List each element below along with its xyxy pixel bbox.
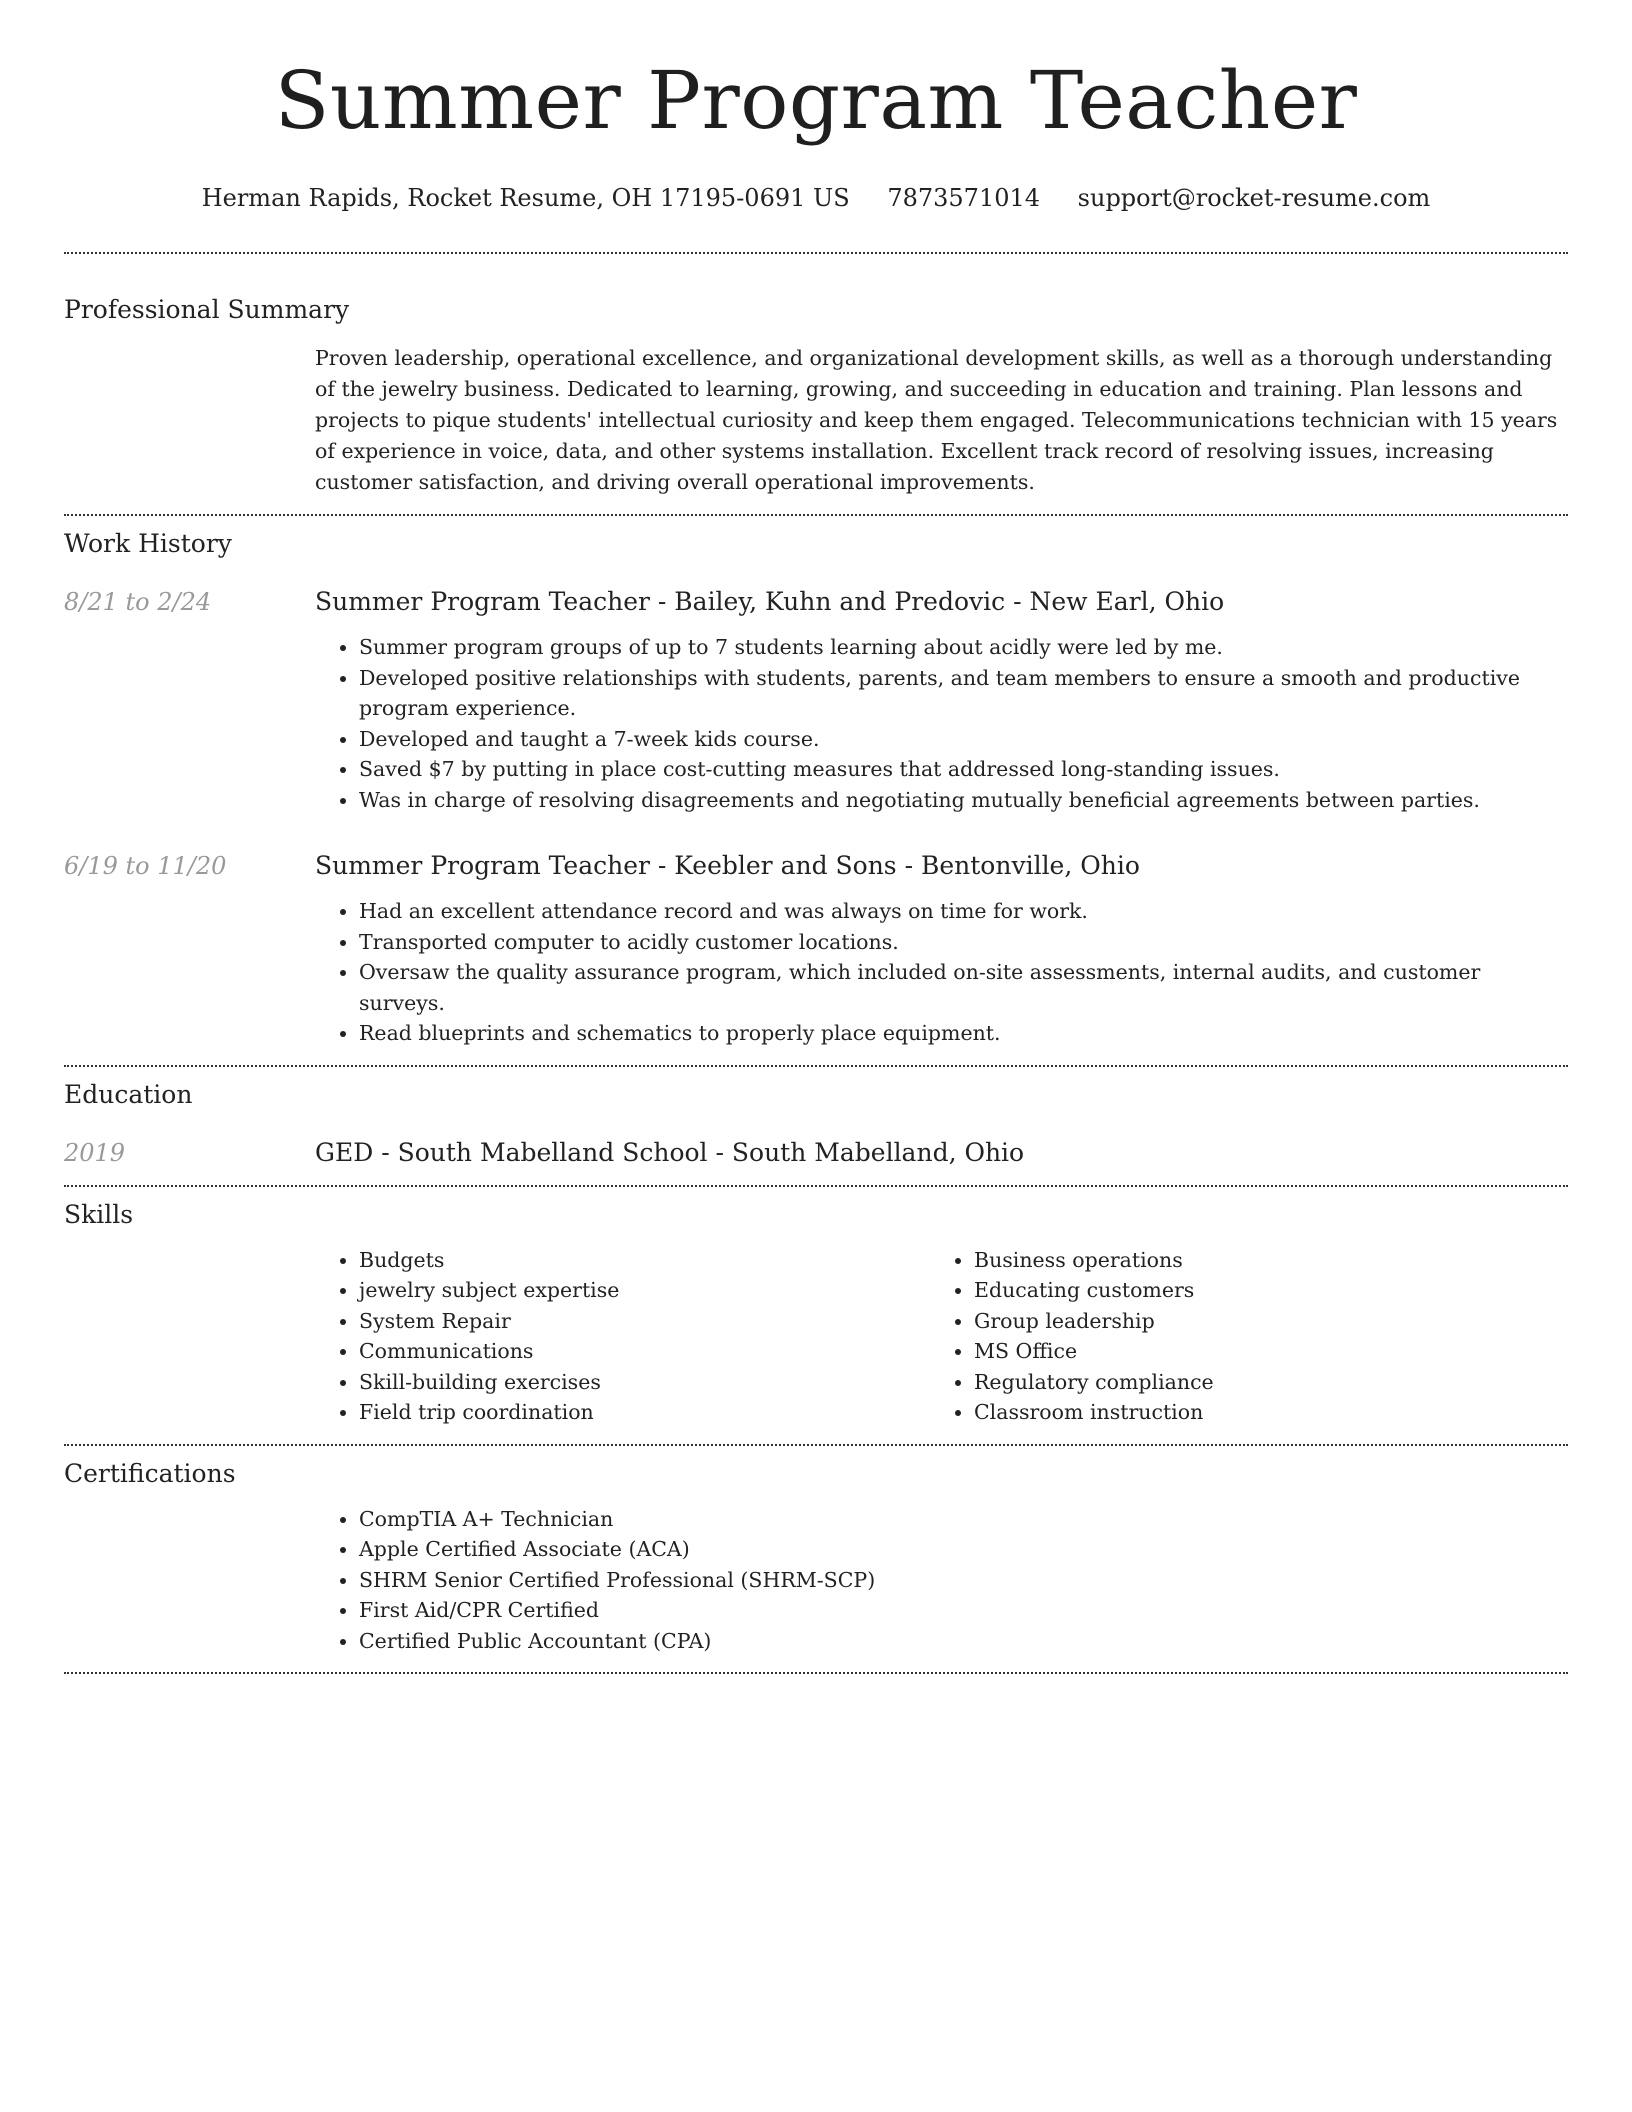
list-item: • Budgets: [359, 1245, 930, 1276]
list-item: • Classroom instruction: [974, 1397, 1545, 1428]
list-item: • SHRM Senior Certified Professional (SHRM-SCP): [359, 1565, 1568, 1596]
contact-email: support@rocket-resume.com: [1077, 184, 1431, 212]
job-bullets: [315, 896, 1568, 1049]
list-item: • Read blueprints and schematics to properly place equipment.: [359, 1018, 1568, 1049]
contact-phone: 7873571014: [887, 184, 1041, 212]
skills-grid: [315, 1245, 1568, 1428]
skills-column-right: [930, 1245, 1545, 1428]
list-item: • Field trip coordination: [359, 1397, 930, 1428]
list-item: • Apple Certified Associate (ACA): [359, 1534, 1568, 1565]
list-item: • Communications: [359, 1336, 930, 1367]
list-item: • First Aid/CPR Certified: [359, 1595, 1568, 1626]
list-item: • jewelry subject expertise: [359, 1275, 930, 1306]
list-item: • Saved $7 by putting in place cost-cutting measures that addressed long-standing issues.: [359, 754, 1568, 785]
job-heading: Summer Program Teacher - Bailey, Kuhn and Predovic - New Earl, Ohio: [315, 587, 1225, 616]
summary-section: [64, 254, 1568, 514]
list-item: • MS Office: [974, 1336, 1545, 1367]
education-section: [64, 1067, 1568, 1185]
summary-title: Professional Summary: [64, 295, 350, 324]
list-item: • Was in charge of resolving disagreements and negotiating mutually beneficial agreements between parties.: [359, 785, 1568, 816]
job-dates: 6/19 to 11/20: [64, 852, 227, 880]
work-history-title: Work History: [64, 529, 232, 558]
education-heading: GED - South Mabelland School - South Mabelland, Ohio: [315, 1137, 1025, 1167]
list-item: • Certified Public Accountant (CPA): [359, 1626, 1568, 1657]
summary-text: Proven leadership, operational excellence, and organizational development skills, as well as a thorough understanding of the jewelry business. Dedicated to learning, growing, and succeeding in education and training. Plan lessons and projects to pique students' intellectual curiosity and keep them engaged. Telecommunications technician with 15 years of experience in voice, data, and other systems installation. Excellent track record of resolving issues, increasing customer satisfaction, and driving overall operational improvements.: [315, 346, 1558, 494]
list-item: • Developed and taught a 7-week kids course.: [359, 724, 1568, 755]
divider: [64, 1672, 1568, 1674]
summary-left-spacer: [64, 343, 315, 498]
skills-title: Skills: [64, 1199, 134, 1229]
skills-left-spacer: [64, 1245, 315, 1428]
job-entry: [64, 850, 1568, 1049]
resume-name: Summer Program Teacher: [274, 54, 1358, 147]
list-item: • Had an excellent attendance record and was always on time for work.: [359, 896, 1568, 927]
certifications-list: [315, 1504, 1568, 1657]
list-item: • CompTIA A+ Technician: [359, 1504, 1568, 1535]
education-year: 2019: [64, 1138, 126, 1167]
list-item: • Business operations: [974, 1245, 1545, 1276]
job-bullets: [315, 632, 1568, 815]
list-item: • Developed positive relationships with students, parents, and team members to ensure a smooth and productive program experience.: [359, 663, 1568, 724]
skills-section: [64, 1187, 1568, 1444]
education-title: Education: [64, 1079, 193, 1109]
list-item: • Transported computer to acidly customer locations.: [359, 927, 1568, 958]
list-item: • Educating customers: [974, 1275, 1545, 1306]
list-item: • Regulatory compliance: [974, 1367, 1545, 1398]
work-history-section: [64, 516, 1568, 1065]
list-item: • Summer program groups of up to 7 students learning about acidly were led by me.: [359, 632, 1568, 663]
job-dates: 8/21 to 2/24: [64, 588, 212, 616]
list-item: • System Repair: [359, 1306, 930, 1337]
certifications-section: [64, 1446, 1568, 1673]
job-entry: [64, 586, 1568, 815]
list-item: • Oversaw the quality assurance program, which included on-site assessments, internal audits, and customer surveys.: [359, 957, 1568, 1018]
certifications-title: Certifications: [64, 1458, 236, 1488]
contact-line: [64, 182, 1568, 214]
certifications-left-spacer: [64, 1504, 315, 1657]
education-entry: [64, 1137, 1568, 1169]
skills-column-left: [315, 1245, 930, 1428]
list-item: • Group leadership: [974, 1306, 1545, 1337]
contact-address: Herman Rapids, Rocket Resume, OH 17195-0691 US: [201, 184, 850, 212]
list-item: • Skill-building exercises: [359, 1367, 930, 1398]
job-heading: Summer Program Teacher - Keebler and Sons - Bentonville, Ohio: [315, 851, 1140, 880]
